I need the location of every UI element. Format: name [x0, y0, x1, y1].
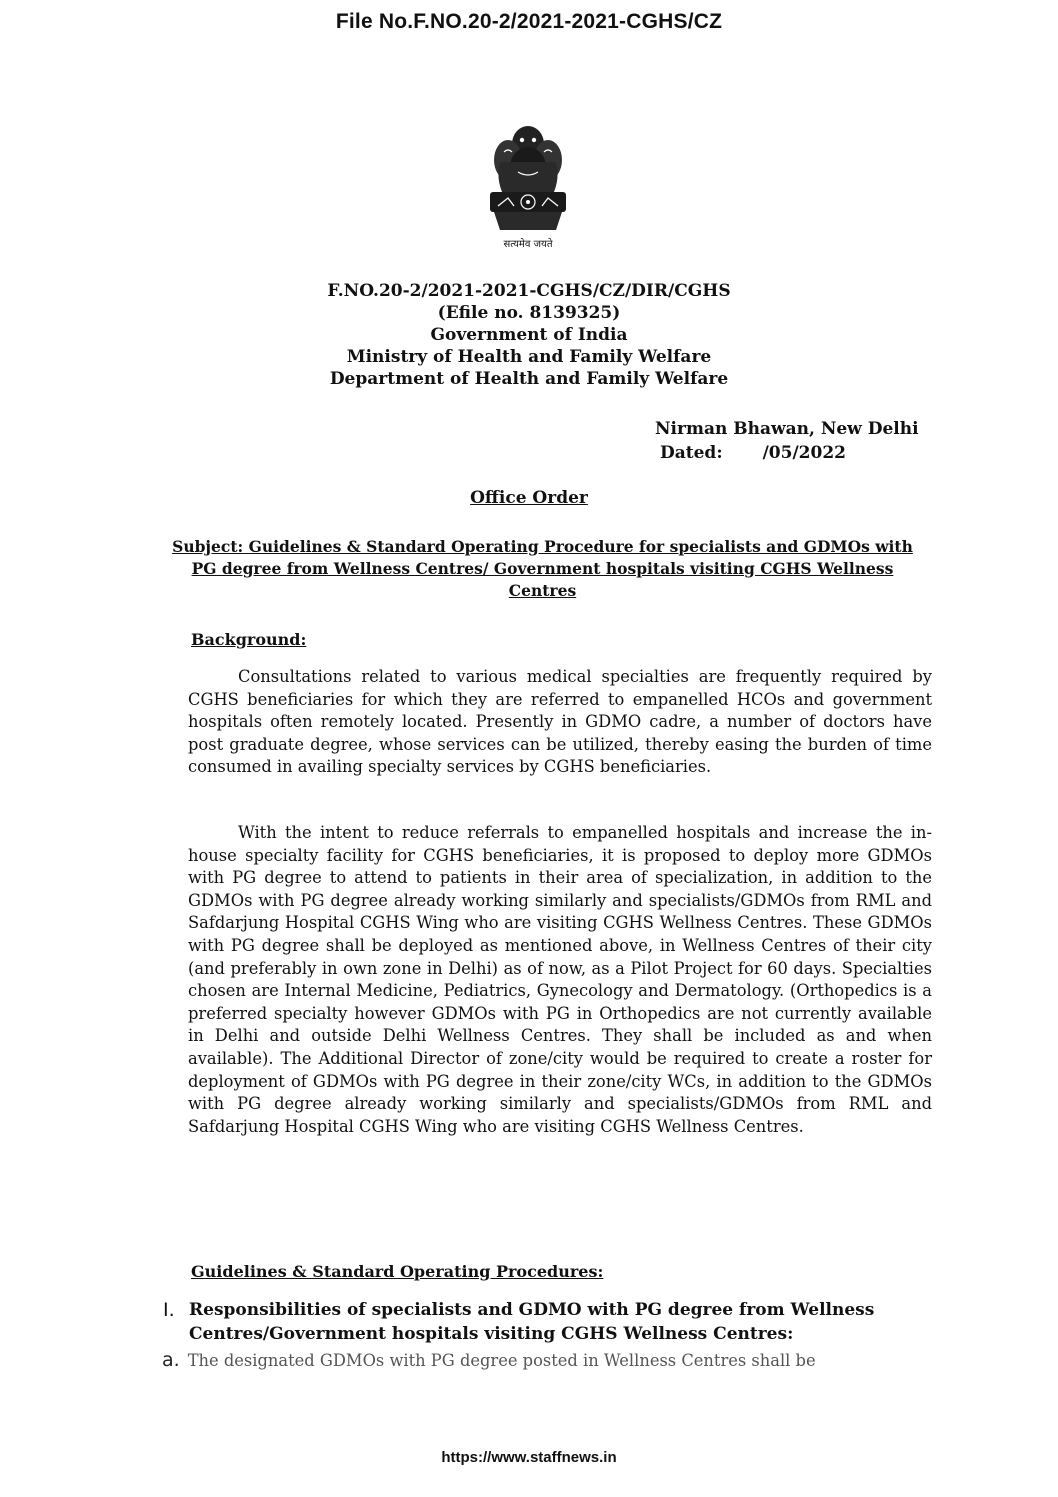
- efile-number: (Efile no. 8139325): [437, 303, 621, 323]
- office-order-title: Office Order: [470, 488, 588, 508]
- background-paragraph-2: With the intent to reduce referrals to empanelled hospitals and increase the in-house specialty facility for CGHS beneficiaries, it is proposed to deploy more GDMOs with PG degree to attend to patients in their area of specialization, in addition to the GDMOs with PG degree already working similarly and specialists/GDMOs from RML and Safdarjung Hospital CGHS Wing who are visiting CGHS Wellness Centres. These GDMOs with PG degree shall be deployed as mentioned above, in Wellness Centres of their city (and preferably in own zone in Delhi) as of now, as a Pilot Project for 60 days. Specialties chosen are Internal Medicine, Pediatrics, Gynecology and Dermatology. (Orthopedics is a preferred specialty however GDMOs with PG in Orthopedics are not currently available in Delhi and outside Delhi Wellness Centres. They shall be included as and when available). The Additional Director of zone/city would be required to create a roster for deployment of GDMOs with PG degree in their zone/city WCs, in addition to the GDMOs with PG degree already working similarly and specialists/GDMOs from RML and Safdarjung Hospital CGHS Wing who are visiting CGHS Wellness Centres.: [188, 823, 932, 1136]
- dated-value: /05/2022: [762, 443, 846, 463]
- place-line: Nirman Bhawan, New Delhi: [655, 419, 919, 439]
- subject-text: Guidelines & Standard Operating Procedure for specialists and GDMOs with PG degree from Wellness Centres/ Government hospitals visiting CGHS Wellness Centres: [191, 537, 913, 600]
- guidelines-heading: Guidelines & Standard Operating Procedures:: [191, 1262, 604, 1281]
- reference-number: F.NO.20-2/2021-2021-CGHS/CZ/DIR/CGHS: [327, 281, 731, 301]
- letter-header: [0, 280, 1058, 390]
- emblem-motto: सत्यमेव जयते: [503, 239, 553, 250]
- dated-label: Dated:: [660, 443, 723, 463]
- ashoka-emblem-icon: [478, 122, 578, 252]
- background-paragraph-1: Consultations related to various medical specialties are frequently required by CGHS beneficiaries for which they are referred to empanelled HCOs and government hospitals often remotely located. Presently in GDMO cadre, a number of doctors have post graduate degree, whose services can be utilized, thereby easing the burden of time consumed in availing specialty services by CGHS beneficiaries.: [188, 667, 932, 777]
- section-title: Responsibilities of specialists and GDMO with PG degree from Wellness Centres/Government hospitals visiting CGHS Wellness Centres:: [189, 1300, 875, 1344]
- government-line: Government of India: [430, 325, 628, 345]
- item-text: The designated GDMOs with PG degree posted in Wellness Centres shall be: [187, 1351, 816, 1370]
- footer-url: https://www.staffnews.in: [441, 1449, 617, 1466]
- section-number: I.: [163, 1299, 175, 1321]
- ministry-line: Ministry of Health and Family Welfare: [346, 347, 712, 367]
- item-letter: a.: [162, 1349, 180, 1371]
- section-i: [163, 1298, 923, 1346]
- department-line: Department of Health and Family Welfare: [329, 369, 729, 389]
- subject-block: [170, 536, 915, 602]
- dated-line: [660, 442, 846, 464]
- file-number: File No.F.NO.20-2/2021-2021-CGHS/CZ: [335, 10, 723, 33]
- list-item-a: [162, 1348, 937, 1373]
- background-heading: Background:: [191, 630, 307, 649]
- subject-label: Subject:: [172, 537, 244, 556]
